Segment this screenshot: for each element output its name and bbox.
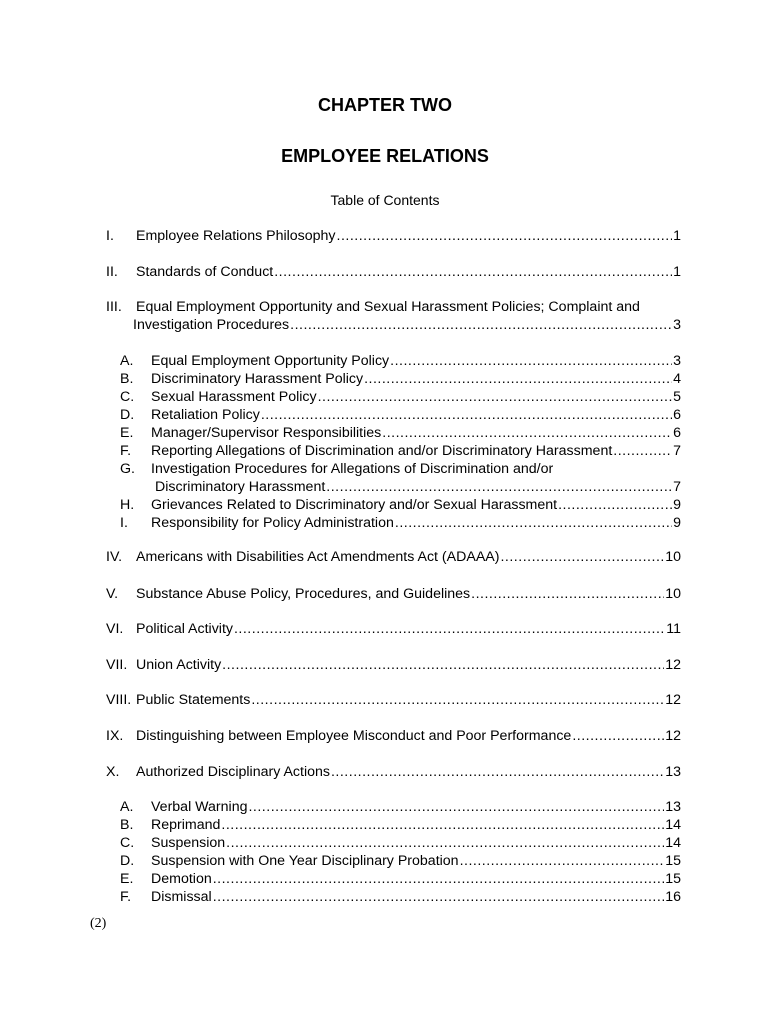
toc-entry-title: Reporting Allegations of Discrimination and/or Discriminatory Harassment	[151, 443, 613, 459]
toc-entry-page: 5	[673, 389, 681, 405]
toc-entry-number: II.	[106, 264, 118, 280]
toc-entry-page: 1	[673, 264, 681, 280]
toc-subentry	[120, 835, 681, 852]
toc-entry-page: 1	[673, 228, 681, 244]
toc-entry	[106, 228, 681, 245]
toc-entry-title: Dismissal	[151, 889, 212, 905]
dot-leader	[331, 764, 664, 781]
toc-entry-number: A.	[120, 353, 134, 369]
toc-entry-title: Discriminatory Harassment	[155, 479, 326, 495]
dot-leader	[234, 621, 665, 638]
toc-entry-number: X.	[106, 764, 120, 780]
dot-leader	[213, 871, 664, 888]
toc-subentry	[120, 853, 681, 870]
toc-entry-page: 13	[665, 799, 681, 815]
toc-subentry	[120, 799, 681, 816]
toc-entry-number: G.	[120, 461, 135, 477]
toc-entry-title: Suspension with One Year Disciplinary Probation	[151, 853, 459, 869]
dot-leader	[326, 479, 672, 496]
toc-entry-title: Equal Employment Opportunity Policy	[151, 353, 390, 369]
toc-subentry	[120, 371, 681, 388]
toc-entry	[106, 692, 681, 709]
toc-subentry	[120, 353, 681, 370]
toc-entry-page: 15	[665, 871, 681, 887]
dot-leader	[274, 264, 672, 281]
toc-subentry	[120, 889, 681, 906]
toc-entry-title: Investigation Procedures for Allegations of Discrimination and/or	[151, 461, 554, 477]
toc-entry-number: H.	[120, 497, 135, 513]
toc-entry-title: Reprimand	[151, 817, 221, 833]
dot-leader	[251, 692, 664, 709]
dot-leader	[613, 443, 672, 460]
dot-leader	[213, 889, 665, 906]
toc-entry-title: Equal Employment Opportunity and Sexual Harassment Policies; Complaint and	[136, 299, 640, 315]
toc-entry-page: 14	[665, 817, 681, 833]
toc-subentry	[120, 871, 681, 888]
toc-entry-number: A.	[120, 799, 134, 815]
toc-entry-title: Sexual Harassment Policy	[151, 389, 317, 405]
toc-entry-number: I.	[120, 515, 128, 531]
toc-subentry	[120, 389, 681, 406]
toc-entry-title: Investigation Procedures	[133, 317, 290, 333]
toc-entry-title: Retaliation Policy	[151, 407, 260, 423]
toc-entry-title: Authorized Disciplinary Actions	[136, 764, 330, 780]
toc-entry	[106, 657, 681, 674]
dot-leader	[382, 425, 672, 442]
dot-leader	[318, 389, 673, 406]
dot-leader	[248, 799, 664, 816]
toc-entry-title: Political Activity	[136, 621, 233, 637]
toc-entry-number: F.	[120, 443, 132, 459]
dot-leader	[222, 657, 664, 674]
toc-entry-title: Suspension	[151, 835, 226, 851]
toc-entry-number: C.	[120, 835, 135, 851]
toc-label: Table of Contents	[330, 192, 440, 208]
toc-entry-number: I.	[106, 228, 114, 244]
toc-entry-page: 3	[673, 353, 681, 369]
toc-entry-number: B.	[120, 817, 134, 833]
toc-entry-number: IV.	[106, 549, 123, 565]
toc-entry	[106, 764, 681, 781]
toc-entry-page: 13	[665, 764, 681, 780]
toc-entry-page: 12	[665, 692, 681, 708]
page-marker: (2)	[90, 916, 107, 931]
toc-entry-title: Standards of Conduct	[136, 264, 274, 280]
dot-leader	[261, 407, 672, 424]
dot-leader	[471, 586, 664, 603]
dot-leader	[221, 817, 664, 834]
dot-leader	[460, 853, 665, 870]
toc-entry-title: Verbal Warning	[151, 799, 248, 815]
dot-leader	[558, 497, 672, 514]
toc-subentry	[120, 443, 681, 460]
toc-entry-title: Distinguishing between Employee Misconduct and Poor Performance	[136, 728, 572, 744]
toc-entry-title: Discriminatory Harassment Policy	[151, 371, 364, 387]
toc-entry-number: VII.	[106, 657, 128, 673]
chapter-heading: CHAPTER TWO	[318, 95, 452, 115]
toc-subentry	[120, 817, 681, 834]
toc-entry-number: E.	[120, 871, 134, 887]
toc-subentry	[120, 407, 681, 424]
toc-entry-title: Union Activity	[136, 657, 222, 673]
toc-entry-title: Public Statements	[136, 692, 251, 708]
toc-entry	[106, 586, 681, 603]
toc-entry-number: C.	[120, 389, 135, 405]
toc-entry-page: 12	[665, 728, 681, 744]
toc-entry-number: V.	[106, 586, 119, 602]
toc-entry-title: Employee Relations Philosophy	[136, 228, 336, 244]
toc-entry-number: E.	[120, 425, 134, 441]
toc-entry-page: 3	[673, 317, 681, 333]
dot-leader	[500, 549, 664, 566]
toc-entry-title: Substance Abuse Policy, Procedures, and Guidelines	[136, 586, 471, 602]
toc-entry-number: D.	[120, 853, 135, 869]
toc-entry-page: 16	[665, 889, 681, 905]
toc-entry-number: B.	[120, 371, 134, 387]
dot-leader	[395, 515, 672, 532]
dot-leader	[390, 353, 672, 370]
toc-entry-page: 6	[673, 425, 681, 441]
toc-entry-page: 14	[665, 835, 681, 851]
toc-entry-continuation	[133, 317, 681, 334]
dot-leader	[364, 371, 672, 388]
toc-subentry	[120, 425, 681, 442]
toc-entry-page: 10	[665, 586, 681, 602]
toc-entry-number: D.	[120, 407, 135, 423]
toc-entry-number: F.	[120, 889, 132, 905]
toc-entry-number: VIII.	[106, 692, 132, 708]
page-title: EMPLOYEE RELATIONS	[281, 146, 489, 166]
dot-leader	[290, 317, 672, 334]
toc-subentry-continuation	[155, 479, 681, 496]
toc-entry-page: 4	[673, 371, 681, 387]
dot-leader	[572, 728, 664, 745]
toc-entry-title: Grievances Related to Discriminatory and/or Sexual Harassment	[151, 497, 558, 513]
toc-entry-title: Manager/Supervisor Responsibilities	[151, 425, 382, 441]
toc-entry	[106, 264, 681, 281]
toc-entry-title: Americans with Disabilities Act Amendments Act (ADAAA)	[136, 549, 500, 565]
toc-entry-title: Demotion	[151, 871, 212, 887]
toc-entry	[106, 299, 640, 316]
toc-subentry	[120, 515, 681, 532]
dot-leader	[226, 835, 664, 852]
toc-entry-page: 10	[665, 549, 681, 565]
toc-entry-number: III.	[106, 299, 122, 315]
toc-entry-page: 7	[673, 443, 681, 459]
dot-leader	[337, 228, 673, 245]
toc-subentry	[120, 497, 681, 514]
toc-entry	[106, 621, 681, 638]
toc-entry-page: 15	[665, 853, 681, 869]
toc-subentry	[120, 461, 553, 478]
toc-entry-title: Responsibility for Policy Administration	[151, 515, 394, 531]
toc-entry-page: 9	[673, 515, 681, 531]
toc-entry-page: 9	[673, 497, 681, 513]
toc-entry	[106, 728, 681, 745]
toc-entry	[106, 549, 681, 566]
toc-entry-number: IX.	[106, 728, 124, 744]
toc-entry-page: 6	[673, 407, 681, 423]
toc-entry-number: VI.	[106, 621, 124, 637]
toc-entry-page: 12	[665, 657, 681, 673]
toc-entry-page: 11	[666, 621, 681, 637]
toc-entry-page: 7	[673, 479, 681, 495]
